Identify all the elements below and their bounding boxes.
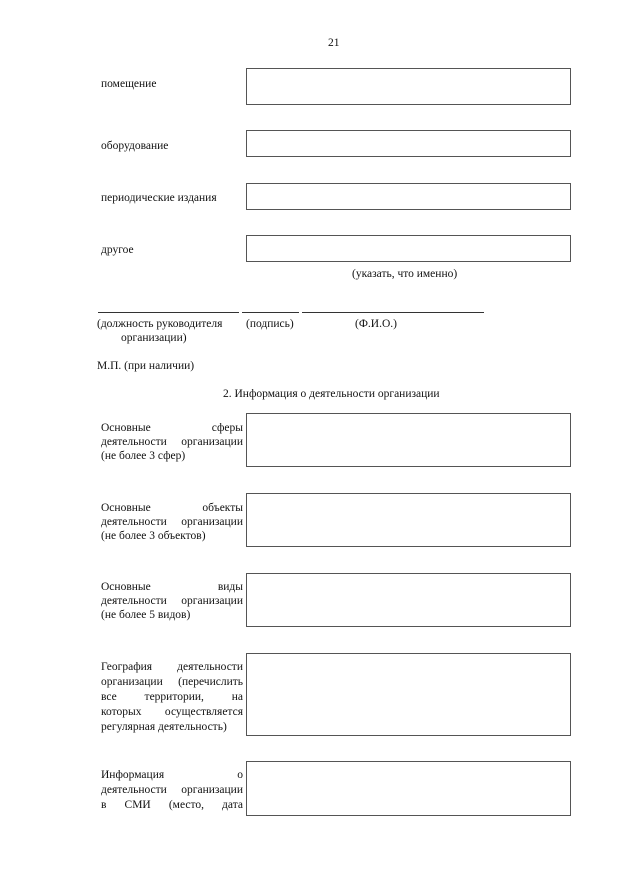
label-line: в СМИ (место, дата [101,799,243,811]
resource-label-premises: помещение [101,78,157,90]
activity-label-spheres [101,421,243,463]
label-line: Основные виды [101,581,243,593]
activity-field-types[interactable] [246,573,571,627]
label-line: (не более 3 сфер) [101,450,186,462]
page-number: 21 [328,37,340,49]
label-line: все территории, на [101,691,243,703]
label-line: Основные сферы [101,422,243,434]
position-label: (должность руководителя [97,318,223,330]
label-line: деятельности организации [101,516,243,528]
resource-field-periodicals[interactable] [246,183,571,210]
position-label-2: организации) [121,332,187,344]
activity-label-geography [101,660,243,735]
label-line: которых осуществляется [101,706,243,718]
resource-field-equipment[interactable] [246,130,571,157]
signature-label: (подпись) [246,318,294,330]
name-line[interactable] [302,312,484,313]
activity-label-media [101,768,243,813]
label-line: (не более 5 видов) [101,609,191,621]
resource-label-equipment: оборудование [101,140,169,152]
label-line: деятельности организации [101,595,243,607]
signature-line[interactable] [242,312,299,313]
activity-field-geography[interactable] [246,653,571,736]
position-line[interactable] [98,312,239,313]
label-line: Основные объекты [101,502,243,514]
activity-field-objects[interactable] [246,493,571,547]
resource-label-other: другое [101,244,134,256]
resource-field-other[interactable] [246,235,571,262]
activity-label-objects [101,501,243,543]
stamp-label: М.П. (при наличии) [97,360,195,372]
label-line: (не более 3 объектов) [101,530,206,542]
resource-field-premises[interactable] [246,68,571,105]
label-line: организации (перечислить [101,676,243,688]
label-line: регулярная деятельность) [101,721,227,733]
specify-note: (указать, что именно) [352,268,458,280]
activity-field-media[interactable] [246,761,571,816]
label-line: География деятельности [101,661,243,673]
section-title: 2. Информация о деятельности организации [223,388,440,400]
label-line: деятельности организации [101,436,243,448]
name-label: (Ф.И.О.) [355,318,397,330]
label-line: Информация о [101,769,243,781]
resource-label-periodicals: периодические издания [101,192,217,204]
label-line: деятельности организации [101,784,243,796]
activity-field-spheres[interactable] [246,413,571,467]
activity-label-types [101,580,243,622]
